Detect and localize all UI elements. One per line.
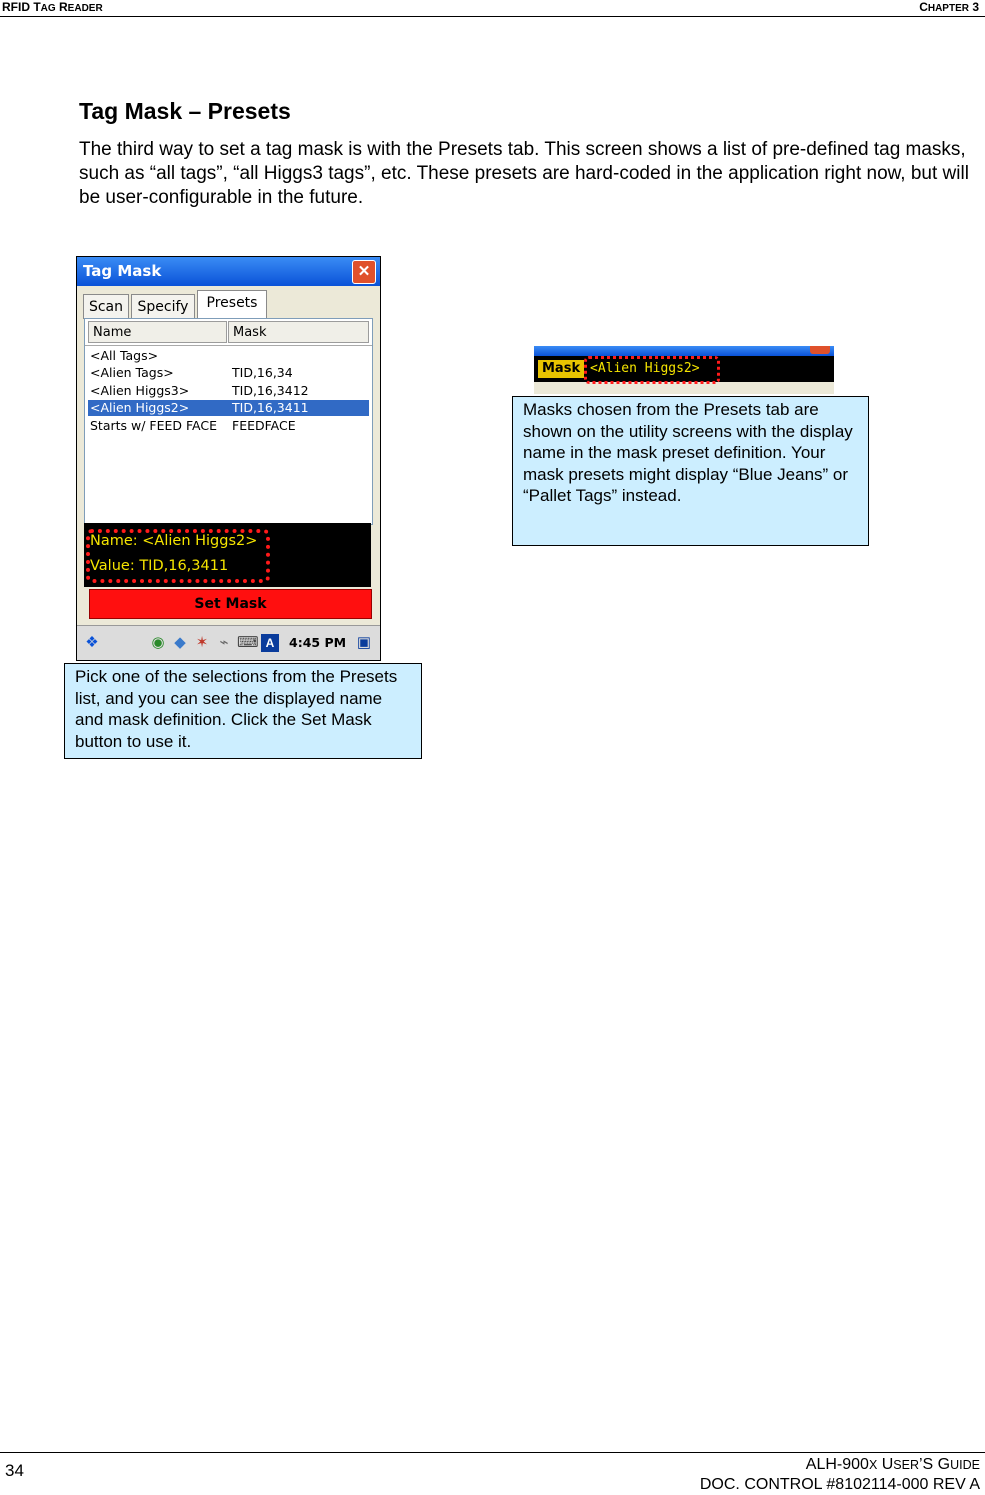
inventory-snippet (534, 346, 834, 394)
column-header-name[interactable]: Name (88, 321, 227, 343)
tab-specify[interactable]: Specify (131, 294, 195, 319)
set-mask-button[interactable]: Set Mask (89, 589, 372, 619)
running-header (0, 0, 985, 17)
footer-rule (0, 1452, 985, 1453)
list-item[interactable]: <Alien Tags> TID,16,34 (90, 365, 293, 380)
taskbar (77, 625, 380, 661)
connection-icon[interactable]: ◆ (174, 634, 186, 651)
tab-presets[interactable]: Presets (197, 290, 267, 320)
windows-switch-icon[interactable]: ▣ (356, 634, 372, 651)
list-item[interactable]: <All Tags> (90, 348, 159, 363)
snippet-titlebar (534, 346, 834, 356)
page-number: 34 (5, 1461, 24, 1480)
start-icon[interactable]: ❖ (85, 634, 99, 651)
snippet-close-icon (810, 346, 830, 354)
preset-name-line: Name: <Alien Higgs2> (90, 533, 258, 549)
snippet-mask-label: Mask (538, 360, 584, 378)
header-doc-title: RFID TAG READER (2, 0, 103, 14)
power-icon[interactable]: ⌁ (219, 634, 229, 651)
tab-scan[interactable]: Scan (83, 294, 129, 319)
snippet-mask-name: <Alien Higgs2> (590, 361, 700, 376)
footer-guide-title: ALH-900X USER’S GUIDE (805, 1456, 980, 1473)
preset-value-line: Value: TID,16,3411 (90, 558, 229, 574)
callout-left: Pick one of the selections from the Presets list, and you can see the displayed name and mask definition. Click the Set Mask button to use it. (64, 663, 422, 759)
list-header (85, 319, 372, 346)
input-mode-icon[interactable]: A (261, 634, 279, 652)
footer-doc-control: DOC. CONTROL #8102114-000 REV A (699, 1476, 980, 1493)
keyboard-icon[interactable]: ⌨ (237, 634, 259, 651)
list-item[interactable]: Starts w/ FEED FACE FEEDFACE (90, 418, 296, 433)
wireless-icon[interactable]: ✶ (195, 634, 209, 651)
window-title: Tag Mask (83, 262, 162, 280)
network-icon[interactable]: ◉ (151, 634, 165, 651)
clock: 4:45 PM (289, 635, 347, 650)
list-item-selected[interactable]: <Alien Higgs2> TID,16,3411 (88, 400, 369, 416)
footer-doc-info (700, 1455, 980, 1495)
list-item[interactable]: <Alien Higgs3> TID,16,3412 (90, 383, 309, 398)
section-title: Tag Mask – Presets (79, 98, 291, 124)
presets-list (84, 318, 373, 525)
close-button[interactable]: ✕ (352, 260, 376, 284)
header-chapter: CHAPTER 3 (919, 0, 979, 14)
preset-detail-panel (84, 523, 371, 587)
window-titlebar (77, 257, 380, 286)
section-body: The third way to set a tag mask is with the Presets tab. This screen shows a list of pre-defined tag masks, such as “all tags”, “all Higgs3 tags”, etc. These presets are hard-coded in the application right now, but will be user-configurable in the future. (79, 139, 969, 208)
column-header-mask[interactable]: Mask (228, 321, 369, 343)
callout-right: Masks chosen from the Presets tab are shown on the utility screens with the display name in the mask preset definition. Your mask presets might display “Blue Jeans” or “Pallet Tags” instead. (512, 396, 869, 546)
device-screenshot (76, 256, 381, 661)
